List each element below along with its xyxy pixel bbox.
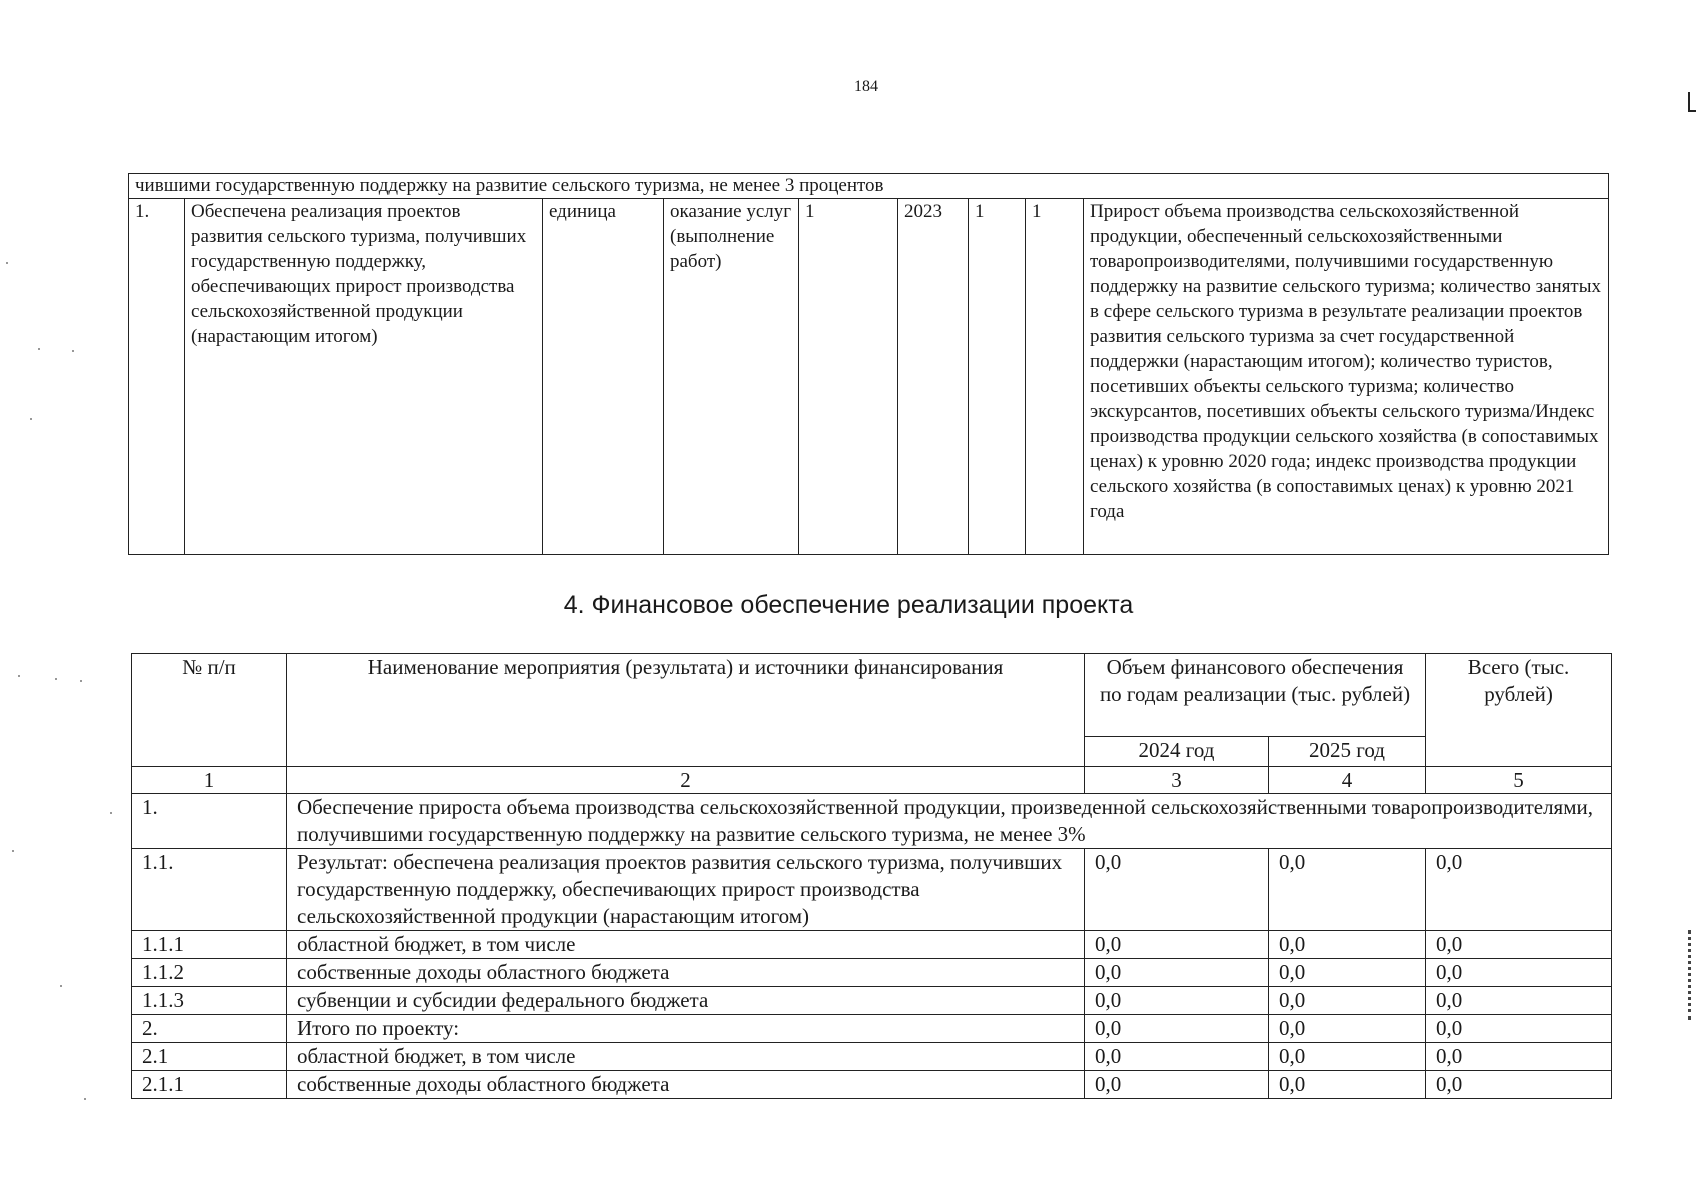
value-total: 0,0 — [1426, 1015, 1612, 1043]
value-total: 0,0 — [1426, 1043, 1612, 1071]
value-2024: 0,0 — [1085, 987, 1269, 1015]
scan-noise-dot — [80, 680, 82, 682]
header-year-2024: 2024 год — [1085, 737, 1269, 767]
row-name: Итого по проекту: — [287, 1015, 1085, 1043]
row-name: областной бюджет, в том числе — [287, 931, 1085, 959]
scan-noise-dot — [6, 262, 8, 264]
column-number: 3 — [1085, 767, 1269, 794]
linked-indicators: Прирост объема производства сельскохозяйственной продукции, обеспеченный сельскохозяйственными товаропроизводителями, получившими государственную поддержку на развитие сельского туризма; количество занятых в сфере сельского туризма в результате реализации проектов развития сельского туризма за счет государственной поддержки (нарастающим итогом); количество туристов, посетивших объекты сельского туризма; количество экскурсантов, посетивших объекты сельского туризма/Индекс производства продукции сельского хозяйства (в сопоставимых ценах) к уровню 2020 года; индекс производства продукции сельского хозяйства (в сопоставимых ценах) к уровню 2021 года — [1084, 199, 1609, 555]
column-numbers-row — [132, 767, 1612, 794]
row-number: 2.1 — [132, 1043, 287, 1071]
result-type: оказание услуг (выполнение работ) — [664, 199, 799, 555]
task-row — [132, 794, 1612, 849]
scan-corner-mark — [1688, 92, 1692, 112]
value-2024: 0,0 — [1085, 959, 1269, 987]
scan-noise-dot — [55, 678, 57, 680]
value-2024: 0,0 — [1085, 1043, 1269, 1071]
value-2024: 0,0 — [1085, 1071, 1269, 1099]
value-2025: 0,0 — [1269, 849, 1426, 931]
base-value: 1 — [799, 199, 898, 555]
row-number: 2.1.1 — [132, 1071, 287, 1099]
value-total: 0,0 — [1426, 1071, 1612, 1099]
value-2025: 0,0 — [1269, 959, 1426, 987]
scan-noise-dot — [60, 985, 62, 987]
value-total: 0,0 — [1426, 959, 1612, 987]
table-row — [132, 987, 1612, 1015]
value-2025: 0,0 — [1269, 1071, 1426, 1099]
scan-noise-dot — [18, 675, 20, 677]
table-row — [132, 1071, 1612, 1099]
page-number: 184 — [854, 78, 878, 95]
table-row — [132, 959, 1612, 987]
value-total: 0,0 — [1426, 849, 1612, 931]
row-number: 2. — [132, 1015, 287, 1043]
column-number: 2 — [287, 767, 1085, 794]
column-number: 4 — [1269, 767, 1426, 794]
row-name: Результат: обеспечена реализация проектов развития сельского туризма, получивших государственную поддержку, обеспечивающих прирост производства сельскохозяйственной продукции (нарастающим итогом) — [287, 849, 1085, 931]
value-2025: 0,0 — [1269, 987, 1426, 1015]
table-row — [129, 199, 1609, 555]
value-2025: 0,0 — [1269, 931, 1426, 959]
value-2024: 0,0 — [1085, 849, 1269, 931]
value-total: 0,0 — [1426, 931, 1612, 959]
row-name: собственные доходы областного бюджета — [287, 1071, 1085, 1099]
scan-noise-dot — [38, 348, 40, 350]
task-text: Обеспечение прироста объема производства сельскохозяйственной продукции, произведенной сельскохозяйственными товаропроизводителями, получившими государственную поддержку на развитие сельского туризма, не менее 3% — [287, 794, 1612, 849]
section-title: 4. Финансовое обеспечение реализации проекта — [563, 591, 1134, 619]
base-year: 2023 — [898, 199, 969, 555]
row-name: собственные доходы областного бюджета — [287, 959, 1085, 987]
scan-noise-dot — [72, 350, 74, 352]
row-number: 1.1.1 — [132, 931, 287, 959]
column-number: 1 — [132, 767, 287, 794]
value-total: 0,0 — [1426, 987, 1612, 1015]
row-name: областной бюджет, в том числе — [287, 1043, 1085, 1071]
value-2025: 0,0 — [1269, 1043, 1426, 1071]
header-name: Наименование мероприятия (результата) и источники финансирования — [287, 654, 1085, 767]
scan-noise-dot — [12, 850, 14, 852]
value-2025: 1 — [1026, 199, 1084, 555]
scan-edge-mark — [1688, 930, 1694, 1020]
table-row — [132, 1043, 1612, 1071]
value-2024: 0,0 — [1085, 931, 1269, 959]
row-number: 1.1.3 — [132, 987, 287, 1015]
unit-of-measure: единица — [543, 199, 664, 555]
table-row — [132, 1015, 1612, 1043]
table-row — [132, 849, 1612, 931]
row-number: 1. — [129, 199, 185, 555]
value-2024: 1 — [969, 199, 1026, 555]
scan-noise-dot — [110, 812, 112, 814]
goal-continuation: чившими государственную поддержку на развитие сельского туризма, не менее 3 процентов — [129, 174, 1609, 199]
table-row — [132, 931, 1612, 959]
financing-table — [131, 653, 1612, 1099]
scan-noise-dot — [84, 1098, 86, 1100]
row-name: субвенции и субсидии федерального бюджета — [287, 987, 1085, 1015]
header-year-2025: 2025 год — [1269, 737, 1426, 767]
task-number: 1. — [132, 794, 287, 849]
row-number: 1.1. — [132, 849, 287, 931]
results-table — [128, 173, 1609, 555]
column-number: 5 — [1426, 767, 1612, 794]
result-name: Обеспечена реализация проектов развития сельского туризма, получивших государственную поддержку, обеспечивающих прирост производства сельскохозяйственной продукции (нарастающим итогом) — [185, 199, 543, 555]
header-volume: Объем финансового обеспечения по годам реализации (тыс. рублей) — [1085, 654, 1426, 737]
value-2025: 0,0 — [1269, 1015, 1426, 1043]
value-2024: 0,0 — [1085, 1015, 1269, 1043]
header-total: Всего (тыс. рублей) — [1426, 654, 1612, 767]
header-num: № п/п — [132, 654, 287, 767]
row-number: 1.1.2 — [132, 959, 287, 987]
scan-noise-dot — [30, 418, 32, 420]
